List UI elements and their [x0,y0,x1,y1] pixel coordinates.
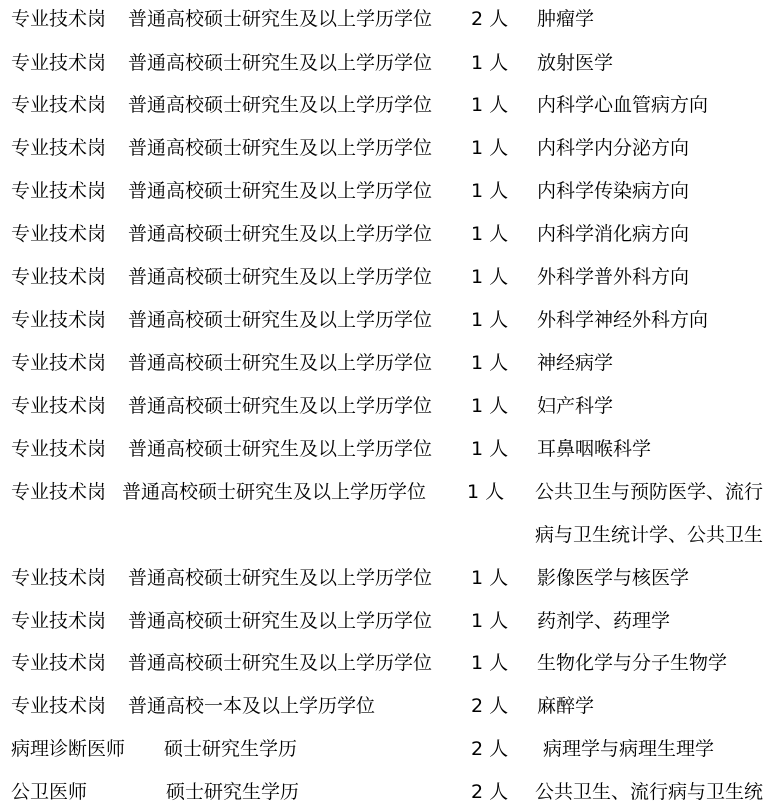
major-cell: 耳鼻咽喉科学 [537,438,652,460]
headcount-cell: 1 人 [471,438,509,460]
education-cell: 普通高校硕士研究生及以上学历学位 [122,481,427,503]
education-cell: 普通高校硕士研究生及以上学历学位 [128,94,433,116]
major-cell: 影像医学与核医学 [537,567,690,589]
education-cell: 普通高校硕士研究生及以上学历学位 [128,567,433,589]
table-row [0,219,783,249]
headcount-cell: 1 人 [467,481,505,503]
headcount-cell: 1 人 [471,137,509,159]
major-cell: 公共卫生、流行病与卫生统 [535,781,764,803]
headcount-cell: 2 人 [471,738,509,760]
education-cell: 普通高校硕士研究生及以上学历学位 [128,180,433,202]
table-row [0,563,783,593]
post-cell: 专业技术岗 [11,8,107,30]
headcount-cell: 1 人 [471,352,509,374]
major-cell: 生物化学与分子生物学 [537,652,728,674]
table-row [0,777,783,807]
table-row [0,477,783,507]
headcount-cell: 1 人 [471,395,509,417]
education-cell: 硕士研究生学历 [166,781,300,803]
education-cell: 普通高校硕士研究生及以上学历学位 [128,137,433,159]
table-row [0,48,783,78]
major-cell: 公共卫生与预防医学、流行 [535,481,764,503]
headcount-cell: 1 人 [471,223,509,245]
post-cell: 专业技术岗 [11,438,107,460]
headcount-cell: 2 人 [471,781,509,803]
headcount-cell: 1 人 [471,652,509,674]
post-cell: 专业技术岗 [11,52,107,74]
education-cell: 普通高校硕士研究生及以上学历学位 [128,8,433,30]
post-cell: 专业技术岗 [11,352,107,374]
major-cell: 内科学内分泌方向 [537,137,690,159]
table-row [0,391,783,421]
major-cell: 放射医学 [537,52,614,74]
education-cell: 普通高校硕士研究生及以上学历学位 [128,438,433,460]
post-cell: 专业技术岗 [11,652,107,674]
education-cell: 普通高校硕士研究生及以上学历学位 [128,652,433,674]
post-cell: 专业技术岗 [11,266,107,288]
major-cell: 肿瘤学 [537,8,595,30]
post-cell: 专业技术岗 [11,137,107,159]
post-cell: 专业技术岗 [11,567,107,589]
post-cell: 病理诊断医师 [11,738,126,760]
education-cell: 普通高校硕士研究生及以上学历学位 [128,266,433,288]
post-cell: 专业技术岗 [11,180,107,202]
education-cell: 普通高校硕士研究生及以上学历学位 [128,309,433,331]
education-cell: 普通高校一本及以上学历学位 [128,695,376,717]
major-cell: 药剂学、药理学 [537,610,671,632]
headcount-cell: 1 人 [471,309,509,331]
major-cell: 外科学普外科方向 [537,266,690,288]
post-cell: 专业技术岗 [11,223,107,245]
headcount-cell: 1 人 [471,180,509,202]
table-row [0,648,783,678]
post-cell: 专业技术岗 [11,395,107,417]
major-cell: 病理学与病理生理学 [543,738,715,760]
table-row [0,691,783,721]
education-cell: 硕士研究生学历 [164,738,298,760]
table-row [0,4,783,34]
post-cell: 专业技术岗 [11,94,107,116]
table-row-continuation [0,520,783,550]
headcount-cell: 1 人 [471,52,509,74]
education-cell: 普通高校硕士研究生及以上学历学位 [128,352,433,374]
post-cell: 专业技术岗 [11,610,107,632]
table-row [0,133,783,163]
major-cell: 麻醉学 [537,695,595,717]
table-row [0,176,783,206]
headcount-cell: 1 人 [471,567,509,589]
major-cell: 内科学心血管病方向 [537,94,709,116]
major-cell: 神经病学 [537,352,614,374]
table-row [0,734,783,764]
post-cell: 专业技术岗 [11,695,107,717]
table-row [0,305,783,335]
major-cell: 内科学传染病方向 [537,180,690,202]
headcount-cell: 1 人 [471,94,509,116]
education-cell: 普通高校硕士研究生及以上学历学位 [128,610,433,632]
headcount-cell: 2 人 [471,695,509,717]
post-cell: 专业技术岗 [11,481,107,503]
post-cell: 公卫医师 [11,781,88,803]
education-cell: 普通高校硕士研究生及以上学历学位 [128,52,433,74]
table-row [0,606,783,636]
major-cell: 内科学消化病方向 [537,223,690,245]
education-cell: 普通高校硕士研究生及以上学历学位 [128,395,433,417]
table-row [0,434,783,464]
table-row [0,348,783,378]
major-cell-continuation: 病与卫生统计学、公共卫生 [535,524,764,546]
education-cell: 普通高校硕士研究生及以上学历学位 [128,223,433,245]
table-row [0,90,783,120]
headcount-cell: 1 人 [471,610,509,632]
major-cell: 妇产科学 [537,395,614,417]
headcount-cell: 1 人 [471,266,509,288]
major-cell: 外科学神经外科方向 [537,309,709,331]
post-cell: 专业技术岗 [11,309,107,331]
headcount-cell: 2 人 [471,8,509,30]
table-row [0,262,783,292]
